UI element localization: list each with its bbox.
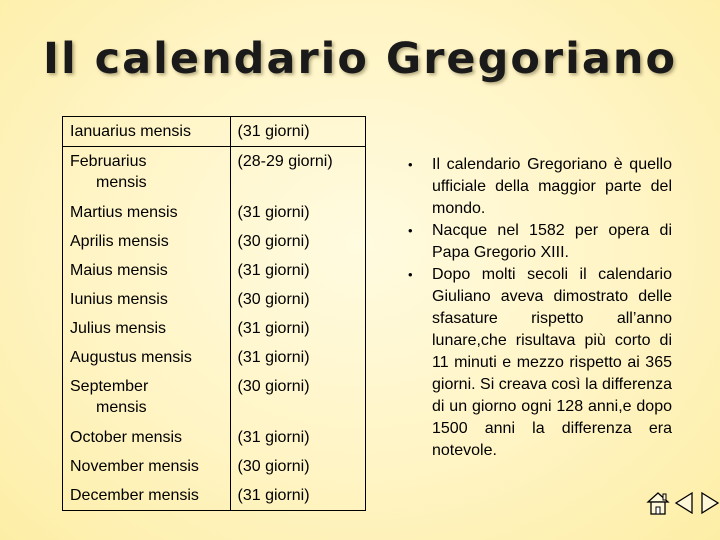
- month-name-line2: mensis: [96, 399, 147, 416]
- month-days: (31 giorni): [237, 429, 310, 446]
- month-name-line2: mensis: [96, 174, 147, 191]
- bullet-text: Nacque nel 1582 per opera di Papa Gregorio XIII.: [432, 222, 672, 261]
- month-name: Martius mensis: [63, 198, 231, 227]
- bullet-text: Il calendario Gregoriano è quello ufficiale della maggior parte del mondo.: [432, 156, 672, 217]
- month-name: Iunius mensis: [63, 285, 231, 314]
- months-table: [62, 116, 366, 511]
- month-name: October mensis: [63, 423, 231, 452]
- table-row: [63, 372, 366, 423]
- forward-icon: [698, 490, 720, 516]
- month-name: [63, 147, 231, 199]
- list-item: [404, 264, 672, 462]
- list-item: [404, 220, 672, 264]
- slide-title: Il calendario Gregoriano: [42, 34, 678, 84]
- table-row: [63, 256, 366, 285]
- table-row: [63, 452, 366, 481]
- month-days: (31 giorni): [237, 487, 310, 504]
- bullet-text: Dopo molti secoli il calendario Giuliano aveva dimostrato delle sfasature rispetto all’anno lunare,che risultava più corto di 11 minuti e mezzo rispetto ai 365 giorni. Si creava così la differenza di un giorno ogni 128 anni,e dopo 1500 anni la differenza era notevole.: [432, 266, 672, 459]
- list-item: [404, 154, 672, 220]
- month-name: November mensis: [63, 452, 231, 481]
- bullet-icon: •: [408, 223, 413, 238]
- month-days: (31 giorni): [237, 349, 310, 366]
- month-days: (30 giorni): [237, 233, 310, 250]
- table-row: [63, 147, 366, 199]
- home-button[interactable]: [646, 490, 670, 516]
- month-days: (30 giorni): [237, 458, 310, 475]
- navigation-buttons: [646, 490, 720, 516]
- month-name-line1: September: [70, 378, 149, 395]
- month-name: December mensis: [63, 481, 231, 511]
- table-row: [63, 314, 366, 343]
- back-button[interactable]: [672, 490, 696, 516]
- month-name-line1: Februarius: [70, 153, 147, 170]
- table-row: [63, 423, 366, 452]
- back-icon: [672, 490, 696, 516]
- bullet-list: [404, 154, 672, 462]
- bullet-icon: •: [408, 267, 413, 282]
- table-row: [63, 285, 366, 314]
- home-icon: [646, 490, 670, 516]
- table-row: [63, 343, 366, 372]
- table-row: [63, 481, 366, 511]
- month-name: Julius mensis: [63, 314, 231, 343]
- table-row: [63, 117, 366, 147]
- month-days: (28-29 giorni): [230, 147, 365, 199]
- month-name: Aprilis mensis: [63, 227, 231, 256]
- month-name: Ianuarius mensis: [63, 117, 231, 147]
- month-days: (30 giorni): [237, 291, 310, 308]
- month-days: (31 giorni): [237, 204, 310, 221]
- month-days: (30 giorni): [237, 378, 310, 395]
- month-name: Maius mensis: [63, 256, 231, 285]
- month-days: (31 giorni): [237, 123, 310, 140]
- forward-button[interactable]: [698, 490, 720, 516]
- table-row: [63, 227, 366, 256]
- month-name: Augustus mensis: [63, 343, 231, 372]
- month-days: (31 giorni): [237, 262, 310, 279]
- table-row: [63, 198, 366, 227]
- month-name: [63, 372, 231, 423]
- month-days: (31 giorni): [237, 320, 310, 337]
- bullet-icon: •: [408, 157, 413, 172]
